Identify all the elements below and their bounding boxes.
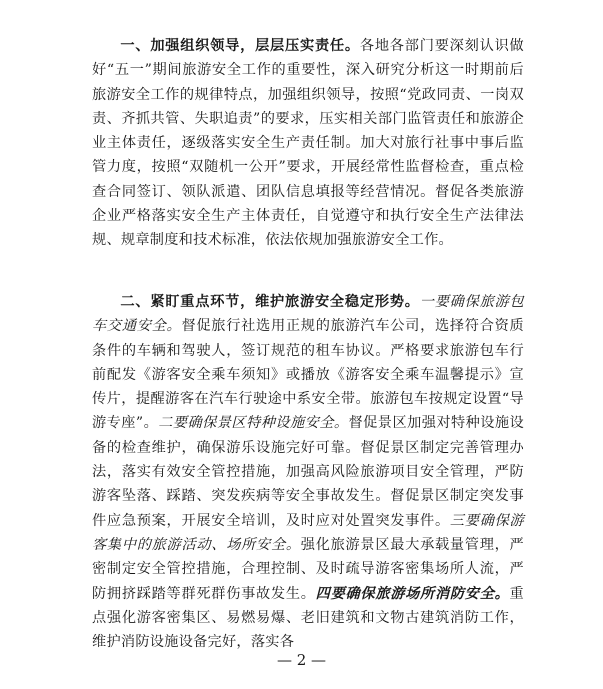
paragraph-1-body: 各地各部门要深刻认识做好“五一”期间旅游安全工作的重要性，深入研究分析这一时期前后旅游安全工作的规律特点，加强组织领导，按照“党政同责、一岗双责、齐抓共管、失职追责”的要求，压实相关部门监管责任和旅游企业主体责任，逐级落实安全生产责任制。加大对旅行社事中事后监管力度，按照“双随机一公开”要求，开展经常性监督检查，重点检查合同签订、领队派遣、团队信息填报等经营情况。督促各类旅游企业严格落实安全生产主体责任，自觉遵守和执行安全生产法律法规、规章制度和技术标准，依法依规加强旅游安全工作。	[92, 38, 524, 249]
paragraph-2-heading: 二、紧盯重点环节，维护旅游安全稳定形势。	[120, 294, 420, 310]
sub-point-2-title: 二要确保景区特种设施安全。	[158, 415, 349, 432]
sub-point-1-title: 一要确保旅游包车交通安全。	[92, 294, 524, 335]
sub-point-3-body: 强化旅游景区最大承载量管理，严密制定安全管控措施，合理控制、及时疏导游客密集场所人流，严防拥挤踩踏等群死群伤事故发生。	[92, 536, 524, 602]
sub-point-1-body: 督促旅行社选用正规的旅游汽车公司，选择符合资质条件的车辆和驾驶人，签订规范的租车协议。严格要求旅游包车行前配发《游客安全乘车须知》或播放《游客安全乘车温馨提示》宣传片，提醒游客在汽车行驶途中系安全带。旅游包车按规定设置“导游专座”。	[92, 318, 524, 432]
paragraph-2	[92, 290, 524, 654]
sub-point-4-body: 重点强化游客密集区、易燃易爆、老旧建筑和文物古建筑消防工作，维护消防设施设备完好，落实各	[92, 585, 524, 651]
sub-point-2-body: 督促景区加强对特种设施设备的检查维护，确保游乐设施完好可靠。督促景区制定完善管理办法，落实有效安全管控措施，加强高风险旅游项目安全管理，严防游客坠落、踩踏、突发疾病等安全事故发生。督促景区制定突发事件应急预案，开展安全培训，及时应对处置突发事件。	[92, 415, 524, 529]
page-number: — 2 —	[276, 651, 327, 669]
sub-point-3-title: 三要确保游客集中的旅游活动、场所安全。	[92, 512, 524, 553]
paragraph-1-heading: 一、加强组织领导，层层压实责任。	[120, 38, 360, 54]
sub-point-4-title: 四要确保旅游场所消防安全。	[315, 585, 510, 602]
paragraph-1	[92, 34, 524, 253]
